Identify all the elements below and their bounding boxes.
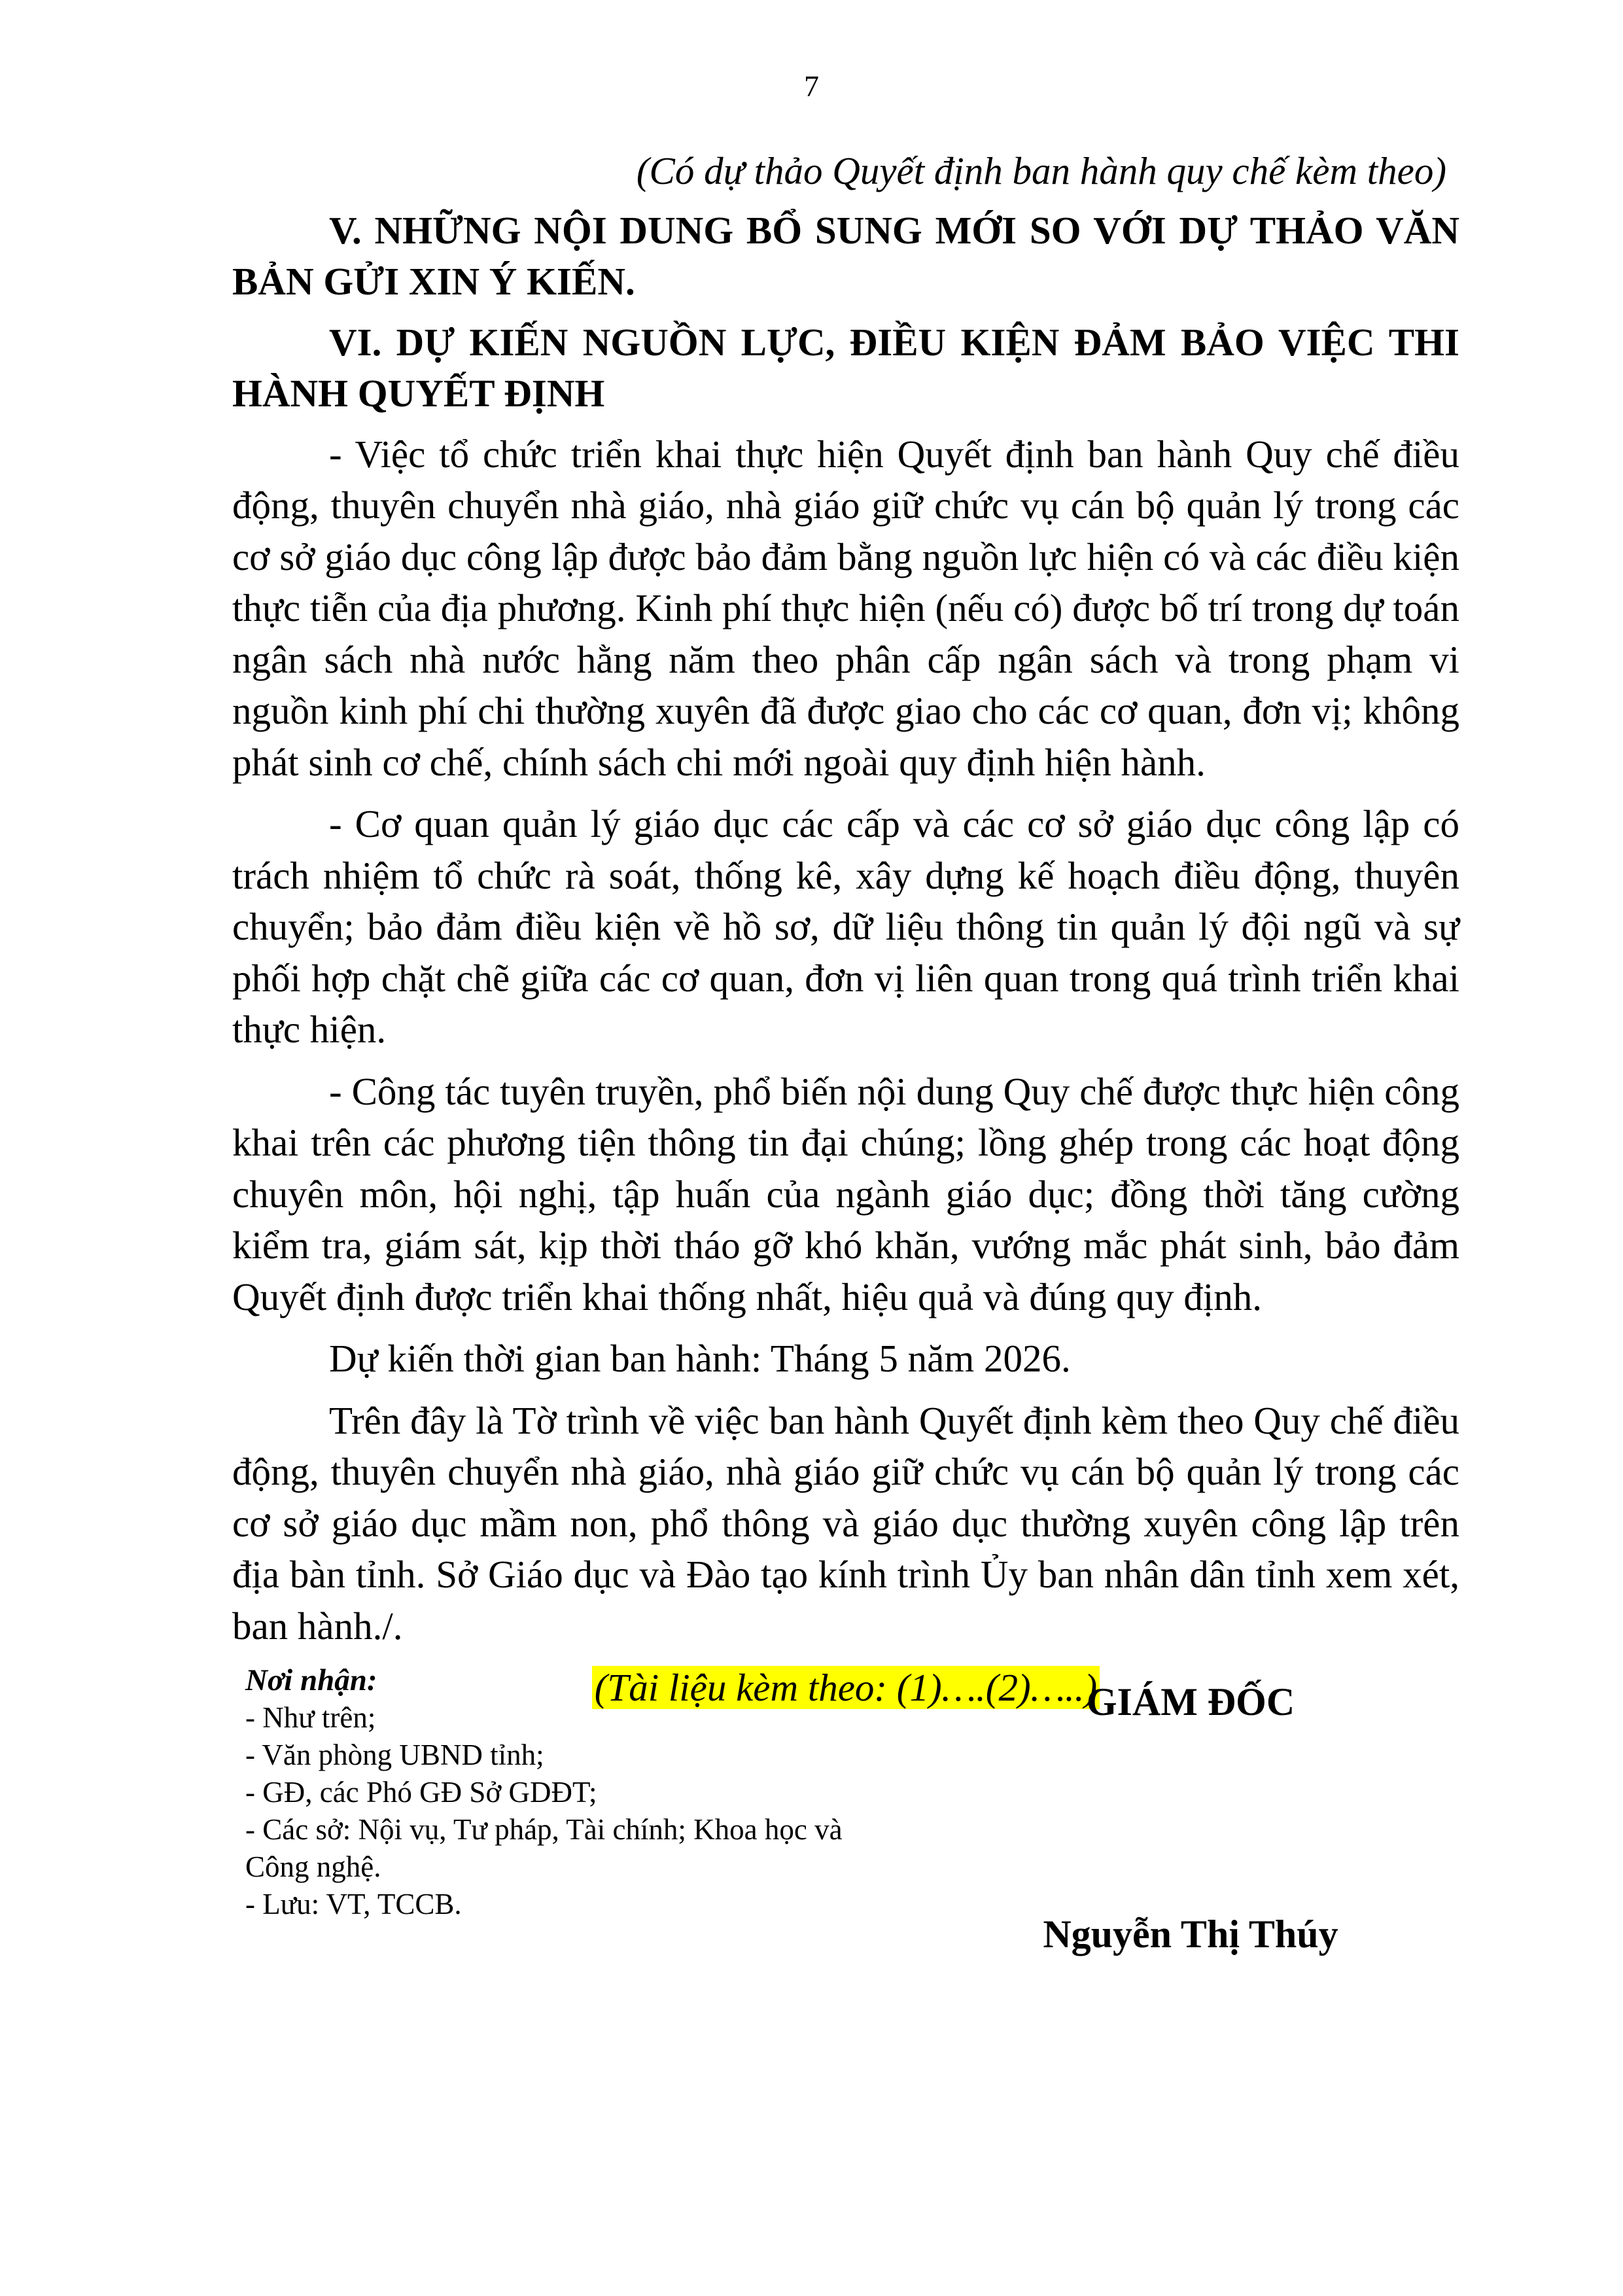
section-heading-vi: VI. DỰ KIẾN NGUỒN LỰC, ĐIỀU KIỆN ĐẢM BẢO VIỆC THI HÀNH QUYẾT ĐỊNH [232, 320, 1459, 415]
recipient-item: - Lưu: VT, TCCB. [245, 1888, 462, 1920]
section-heading-v: V. NHỮNG NỘI DUNG BỔ SUNG MỚI SO VỚI DỰ THẢO VĂN BẢN GỬI XIN Ý KIẾN. [232, 208, 1459, 303]
recipient-item: - GĐ, các Phó GĐ Sở GDĐT; [245, 1776, 597, 1809]
recipient-item: - Các sở: Nội vụ, Tư pháp, Tài chính; Khoa học và Công nghệ. [245, 1813, 843, 1883]
paragraph-timeline: Dự kiến thời gian ban hành: Tháng 5 năm 2026. [329, 1337, 1071, 1380]
paragraph-conclusion: Trên đây là Tờ trình về việc ban hành Quyết định kèm theo Quy chế điều động, thuyên chuyển nhà giáo, nhà giáo giữ chức vụ cán bộ quản lý trong các cơ sở giáo dục mầm non, phổ thông và giáo dục thường xuyên công lập trên địa bàn tỉnh. Sở Giáo dục và Đào tạo kính trình Ủy ban nhân dân tỉnh xem xét, ban hành./. [232, 1398, 1459, 1648]
document-body [232, 145, 1459, 1714]
paragraph-communication: - Công tác tuyên truyền, phổ biến nội dung Quy chế được thực hiện công khai trên các phương tiện thông tin đại chúng; lồng ghép trong các hoạt động chuyên môn, hội nghị, tập huấn của ngành giáo dục; đồng thời tăng cường kiểm tra, giám sát, kịp thời tháo gỡ khó khăn, vướng mắc phát sinh, bảo đảm Quyết định được triển khai thống nhất, hiệu quả và đúng quy định. [232, 1069, 1459, 1318]
paragraph-resources: - Việc tổ chức triển khai thực hiện Quyết định ban hành Quy chế điều động, thuyên chuyển nhà giáo, nhà giáo giữ chức vụ cán bộ quản lý trong các cơ sở giáo dục công lập được bảo đảm bằng nguồn lực hiện có và các điều kiện thực tiễn của địa phương. Kinh phí thực hiện (nếu có) được bố trí trong dự toán ngân sách nhà nước hằng năm theo phân cấp ngân sách và trong phạm vi nguồn kinh phí chi thường xuyên đã được giao cho các cơ quan, đơn vị; không phát sinh cơ chế, chính sách chi mới ngoài quy định hiện hành. [232, 432, 1459, 784]
recipients-block [245, 1662, 913, 1923]
recipients-title: Nơi nhận: [245, 1663, 377, 1697]
signer-title: GIÁM ĐỐC [1086, 1680, 1295, 1723]
recipient-item: - Văn phòng UBND tỉnh; [245, 1739, 544, 1771]
signer-name: Nguyễn Thị Thúy [1043, 1913, 1338, 1956]
draft-decision-note: (Có dự thảo Quyết định ban hành quy chế kèm theo) [636, 149, 1446, 192]
attachment-note-highlight: (Tài liệu kèm theo: (1)….(2)…..) [592, 1666, 1100, 1709]
recipients-list [245, 1699, 913, 1923]
page-number: 7 [804, 69, 819, 103]
recipient-item: - Như trên; [245, 1701, 376, 1734]
paragraph-responsibility: - Cơ quan quản lý giáo dục các cấp và các cơ sở giáo dục công lập có trách nhiệm tổ chức rà soát, thống kê, xây dựng kế hoạch điều động, thuyên chuyển; bảo đảm điều kiện về hồ sơ, dữ liệu thông tin quản lý đội ngũ và sự phối hợp chặt chẽ giữa các cơ quan, đơn vị liên quan trong quá trình triển khai thực hiện. [232, 802, 1459, 1051]
